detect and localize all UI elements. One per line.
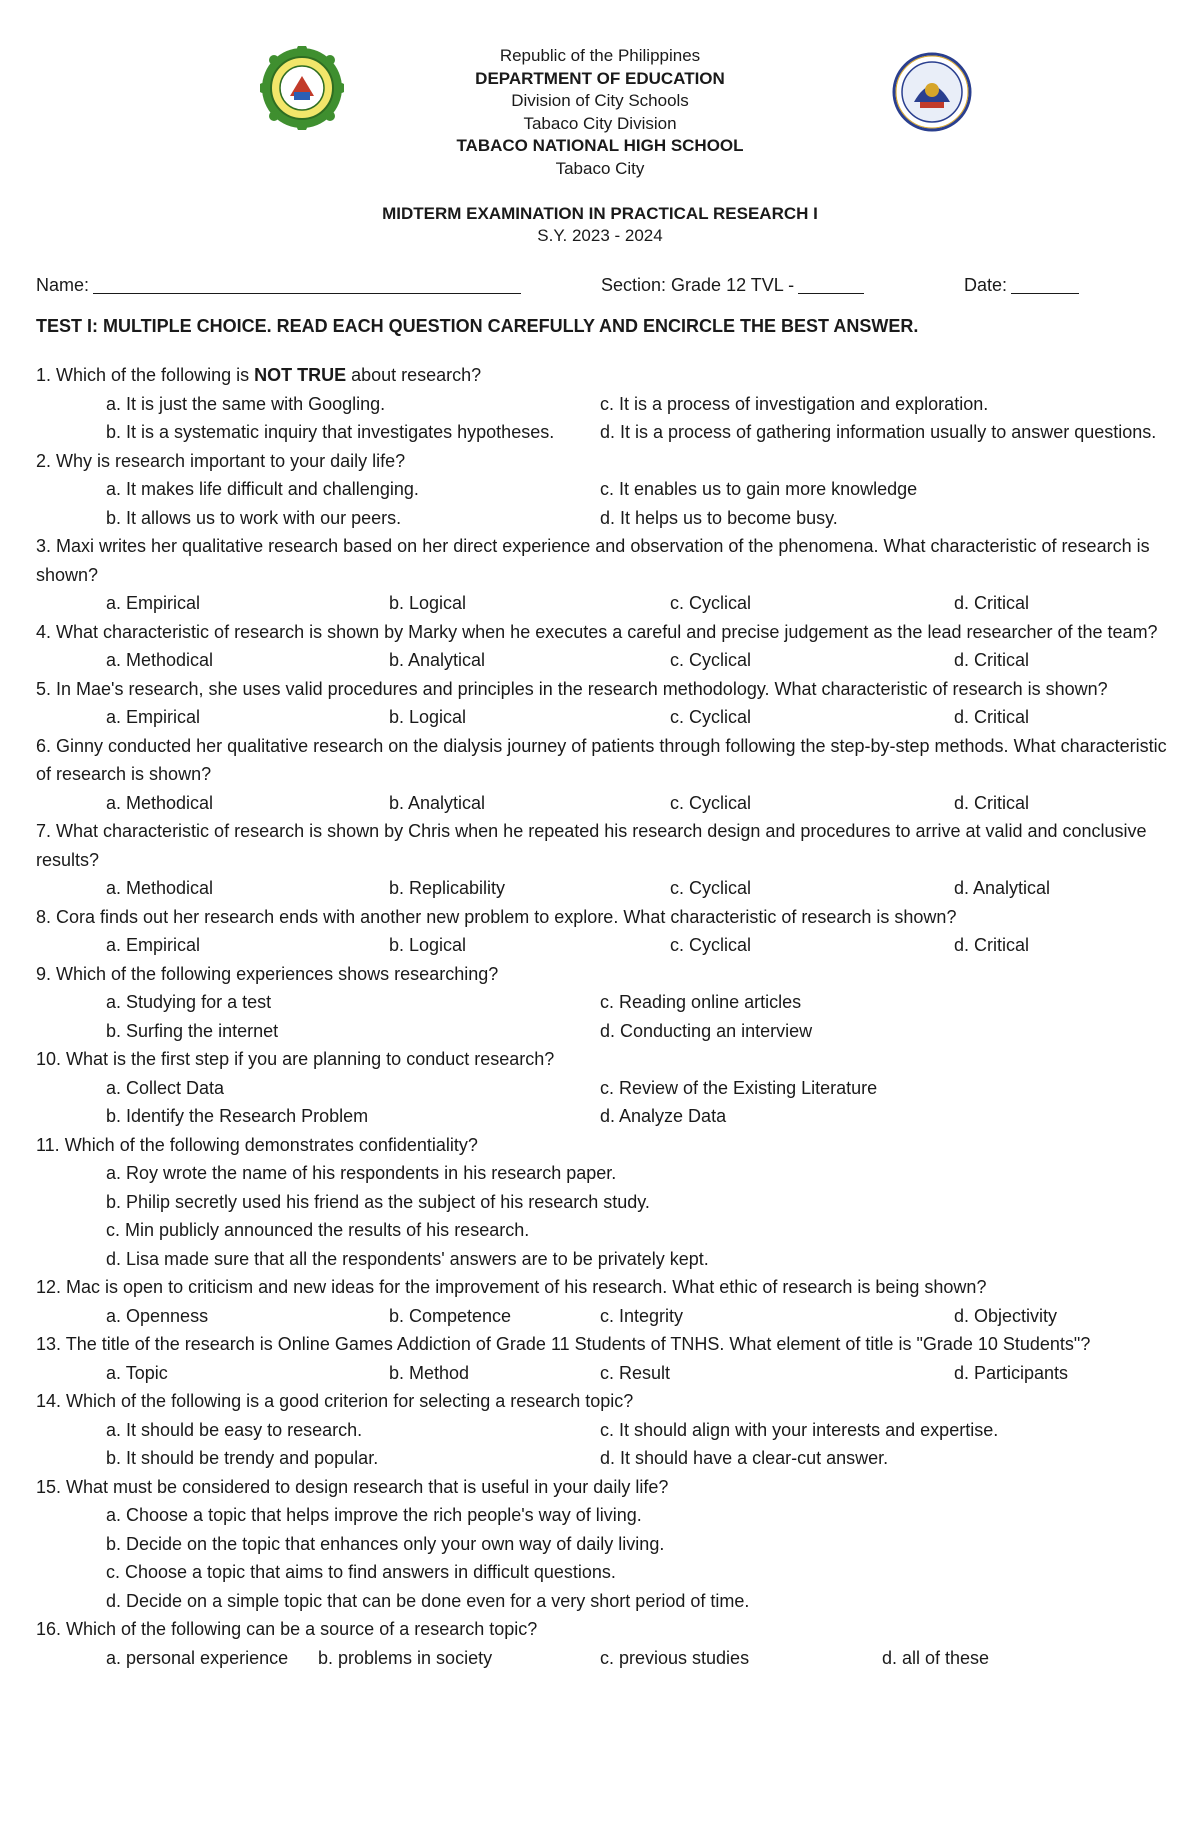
question-13 xyxy=(36,1330,1176,1359)
option-a[interactable]: a. Methodical xyxy=(106,650,214,670)
header-city: Tabaco City xyxy=(555,158,645,178)
options-row xyxy=(36,646,1176,675)
option-a[interactable]: a. Methodical xyxy=(106,792,214,813)
question-3: 3. Maxi writes her qualitative research based on her direct experience and observation of the phenomena. What characteristic of research is shown? xyxy=(36,536,1150,585)
option-a[interactable]: a. Empirical xyxy=(106,593,201,613)
options-row xyxy=(36,504,1176,533)
options-row xyxy=(36,589,1176,618)
options-row xyxy=(36,418,1176,447)
option-b[interactable]: b. Logical xyxy=(389,593,467,613)
option-b[interactable]: b. Replicability xyxy=(389,878,506,898)
option-b[interactable]: b. problems in society xyxy=(318,1647,493,1668)
option-a[interactable]: a. Studying for a test xyxy=(106,992,272,1012)
option-c[interactable]: c. Cyclical xyxy=(670,593,752,613)
option-c[interactable]: c. Cyclical xyxy=(670,792,752,813)
question-text: 1. Which of the following is NOT TRUE about research? xyxy=(36,365,482,385)
question-text: 4. What characteristic of research is shown by Marky when he executes a careful and precise judgement as the lead researcher of the team? xyxy=(36,621,1158,642)
options-row xyxy=(36,1644,1176,1673)
header-division: Division of City Schools xyxy=(511,91,689,110)
question-6: 6. Ginny conducted her qualitative research on the dialysis journey of patients through following the step-by-step methods. What characteristic of research is shown? xyxy=(36,735,1167,784)
options-row xyxy=(36,1530,1176,1559)
options-row xyxy=(36,1587,1176,1616)
question-text: 15. What must be considered to design research that is useful in your daily life? xyxy=(36,1476,669,1497)
exam-title-block xyxy=(300,203,900,247)
option-c[interactable]: c. Cyclical xyxy=(670,935,752,955)
options-row xyxy=(36,874,1176,903)
deped-seal-logo xyxy=(890,50,974,134)
option-a[interactable]: a. Roy wrote the name of his respondents in his research paper. xyxy=(106,1163,617,1183)
header-city-division: Tabaco City Division xyxy=(523,113,677,133)
question-15 xyxy=(36,1473,1176,1502)
name-label: Name: xyxy=(36,275,90,295)
option-c[interactable]: c. Integrity xyxy=(600,1305,684,1326)
name-field[interactable] xyxy=(36,275,89,296)
question-8 xyxy=(36,903,1176,932)
option-d[interactable]: d. Conducting an interview xyxy=(600,1020,813,1041)
options-row xyxy=(36,1159,1176,1188)
option-b[interactable]: b. Philip secretly used his friend as the subject of his research study. xyxy=(106,1191,650,1212)
option-d[interactable]: d. Decide on a simple topic that can be done even for a very short period of time. xyxy=(106,1590,750,1611)
option-c[interactable]: c. Review of the Existing Literature xyxy=(600,1077,878,1098)
option-a[interactable]: a. Choose a topic that helps improve the rich people's way of living. xyxy=(106,1505,642,1525)
options-row xyxy=(36,1302,1176,1331)
option-c[interactable]: c. Choose a topic that aims to find answers in difficult questions. xyxy=(106,1562,616,1582)
option-b[interactable]: b. Decide on the topic that enhances only your own way of daily living. xyxy=(106,1533,665,1554)
header-republic: Republic of the Philippines xyxy=(499,46,701,65)
option-c[interactable]: c. Cyclical xyxy=(670,707,752,727)
option-b[interactable]: b. Surfing the internet xyxy=(106,1020,279,1041)
option-b[interactable]: b. Method xyxy=(389,1362,470,1383)
option-d[interactable]: d. Analyze Data xyxy=(600,1106,727,1126)
question-text: 10. What is the first step if you are planning to conduct research? xyxy=(36,1049,555,1069)
option-d[interactable]: d. Objectivity xyxy=(954,1305,1058,1326)
option-a[interactable]: a. Openness xyxy=(106,1305,209,1326)
option-d[interactable]: d. It is a process of gathering information usually to answer questions. xyxy=(600,422,1157,442)
option-d[interactable]: d. It should have a clear-cut answer. xyxy=(600,1448,889,1468)
question-text: 16. Which of the following can be a source of a research topic? xyxy=(36,1619,538,1639)
option-a[interactable]: a. Methodical xyxy=(106,878,214,898)
options-row xyxy=(36,988,1176,1017)
question-text: 13. The title of the research is Online Games Addiction of Grade 11 Students of TNHS. What element of title is "Grade 10 Students"? xyxy=(36,1334,1091,1354)
question-text: 12. Mac is open to criticism and new ideas for the improvement of his research. What ethic of research is being shown? xyxy=(36,1277,987,1297)
school-year: S.Y. 2023 - 2024 xyxy=(537,226,663,245)
option-d[interactable]: d. Critical xyxy=(954,707,1030,727)
question-text: 14. Which of the following is a good criterion for selecting a research topic? xyxy=(36,1391,634,1411)
option-c[interactable]: c. It is a process of investigation and exploration. xyxy=(600,393,989,414)
option-d[interactable]: d. It helps us to become busy. xyxy=(600,507,838,528)
date-field[interactable] xyxy=(964,275,1007,296)
option-d[interactable]: d. Lisa made sure that all the respondents' answers are to be privately kept. xyxy=(106,1248,709,1269)
date-label: Date: xyxy=(964,275,1008,295)
option-a[interactable]: a. Empirical xyxy=(106,707,201,727)
options-row xyxy=(36,1245,1176,1274)
option-c[interactable]: c. Result xyxy=(600,1362,671,1383)
option-a[interactable]: a. It is just the same with Googling. xyxy=(106,393,386,414)
exam-title: MIDTERM EXAMINATION IN PRACTICAL RESEARCH I xyxy=(382,204,818,223)
question-14 xyxy=(36,1387,1176,1416)
options-row xyxy=(36,931,1176,960)
question-1 xyxy=(36,361,1176,390)
option-d[interactable]: d. Analytical xyxy=(954,878,1051,898)
option-c[interactable]: c. Min publicly announced the results of his research. xyxy=(106,1220,530,1240)
date-blank[interactable] xyxy=(1011,275,1079,294)
options-row xyxy=(36,475,1176,504)
section-blank[interactable] xyxy=(798,275,864,294)
test-heading: TEST I: MULTIPLE CHOICE. READ EACH QUESTION CAREFULLY AND ENCIRCLE THE BEST ANSWER. xyxy=(36,316,919,336)
option-b[interactable]: b. Identify the Research Problem xyxy=(106,1106,369,1126)
option-c[interactable]: c. It enables us to gain more knowledge xyxy=(600,479,918,499)
question-text: 5. In Mae's research, she uses valid procedures and principles in the research methodology. What characteristic of research is shown? xyxy=(36,678,1108,699)
question-9 xyxy=(36,960,1176,989)
options-row xyxy=(36,390,1176,419)
question-text: 2. Why is research important to your daily life? xyxy=(36,450,406,471)
question-text: 9. Which of the following experiences shows researching? xyxy=(36,963,499,984)
option-d[interactable]: d. Critical xyxy=(954,650,1030,670)
option-a[interactable]: a. Empirical xyxy=(106,935,201,955)
option-c[interactable]: c. It should align with your interests and expertise. xyxy=(600,1419,999,1440)
options-row xyxy=(36,1444,1176,1473)
option-a[interactable]: a. It should be easy to research. xyxy=(106,1419,363,1440)
option-d[interactable]: d. Critical xyxy=(954,935,1030,955)
option-b[interactable]: b. Logical xyxy=(389,707,467,727)
options-row xyxy=(36,1359,1176,1388)
option-d[interactable]: d. Critical xyxy=(954,593,1030,613)
question-12 xyxy=(36,1273,1176,1302)
question-text: 11. Which of the following demonstrates confidentiality? xyxy=(36,1134,478,1155)
options-row xyxy=(36,1501,1176,1530)
question-4 xyxy=(36,618,1176,647)
question-10 xyxy=(36,1045,1176,1074)
option-a[interactable]: a. Collect Data xyxy=(106,1077,225,1098)
option-b[interactable]: b. Analytical xyxy=(389,650,486,670)
options-row xyxy=(36,1416,1176,1445)
question-list xyxy=(36,361,1176,1672)
options-row xyxy=(36,1102,1176,1131)
option-b[interactable]: b. Analytical xyxy=(389,792,486,813)
question-16 xyxy=(36,1615,1176,1644)
option-a[interactable]: a. Topic xyxy=(106,1362,168,1383)
question-11 xyxy=(36,1131,1176,1160)
options-row xyxy=(36,1188,1176,1217)
options-row xyxy=(36,703,1176,732)
option-b[interactable]: b. It is a systematic inquiry that investigates hypotheses. xyxy=(106,422,555,442)
option-c[interactable]: c. Cyclical xyxy=(670,650,752,670)
name-blank[interactable] xyxy=(93,275,521,294)
option-a[interactable]: a. personal experience xyxy=(106,1647,289,1668)
options-row xyxy=(36,1074,1176,1103)
option-a[interactable]: a. It makes life difficult and challenging. xyxy=(106,479,419,499)
option-d[interactable]: d. Critical xyxy=(954,792,1030,813)
option-b[interactable]: b. It should be trendy and popular. xyxy=(106,1448,379,1468)
options-row xyxy=(36,789,1176,818)
header-school: TABACO NATIONAL HIGH SCHOOL xyxy=(456,136,744,155)
option-b[interactable]: b. Logical xyxy=(389,935,467,955)
question-7: 7. What characteristic of research is shown by Chris when he repeated his research design and procedures to arrive at valid and conclusive results? xyxy=(36,821,1147,870)
option-c[interactable]: c. Reading online articles xyxy=(600,992,802,1012)
option-b[interactable]: b. Competence xyxy=(389,1305,512,1326)
option-c[interactable]: c. Cyclical xyxy=(670,878,752,898)
question-2 xyxy=(36,447,1176,476)
header-department: DEPARTMENT OF EDUCATION xyxy=(475,68,725,88)
options-row xyxy=(36,1558,1176,1587)
option-c[interactable]: c. previous studies xyxy=(600,1647,750,1668)
option-b[interactable]: b. It allows us to work with our peers. xyxy=(106,507,402,528)
option-d[interactable]: d. all of these xyxy=(882,1647,990,1668)
section-label: Section: Grade 12 TVL - xyxy=(601,275,795,295)
question-text: 8. Cora finds out her research ends with another new problem to explore. What characteristic of research is shown? xyxy=(36,906,957,927)
section-field[interactable] xyxy=(601,275,794,296)
options-row xyxy=(36,1017,1176,1046)
question-5 xyxy=(36,675,1176,704)
options-row xyxy=(36,1216,1176,1245)
option-d[interactable]: d. Participants xyxy=(954,1362,1069,1383)
letterhead xyxy=(300,45,900,180)
student-info-fields xyxy=(36,275,1176,299)
